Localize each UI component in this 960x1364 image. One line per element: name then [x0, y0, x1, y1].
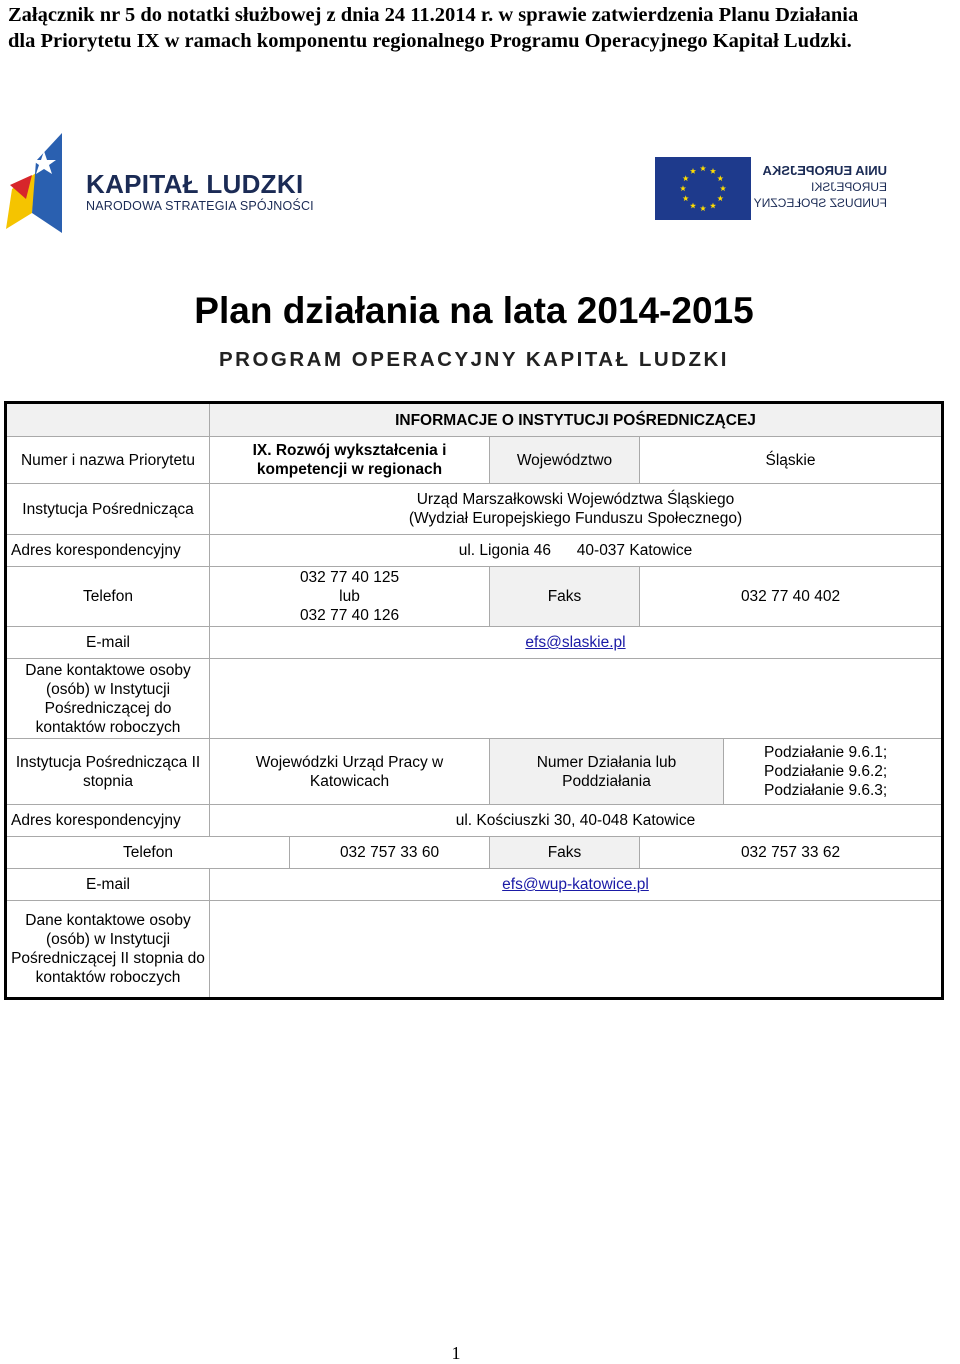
eu-star-icon: [690, 168, 696, 174]
ip2-value: Wojewódzki Urząd Pracy w Katowicach: [210, 739, 490, 805]
section-header: INFORMACJE O INSTYTUCJI POŚREDNICZĄCEJ: [210, 403, 943, 437]
ip-value-line-2: (Wydział Europejskiego Funduszu Społecznego): [408, 510, 743, 527]
eu-logo-line-3: FUNDUSZ SPOŁECZNY: [753, 196, 887, 210]
page-number: 1: [451, 1343, 461, 1363]
ip-value: [210, 484, 943, 535]
kapital-ludzki-star-icon: [6, 133, 76, 239]
page-subtitle: PROGRAM OPERACYJNY KAPITAŁ LUDZKI: [219, 348, 729, 371]
ip-label: Instytucja Pośrednicząca: [6, 484, 210, 535]
kapital-ludzki-logo: [6, 133, 314, 239]
priority-value: IX. Rozwój wykształcenia i kompetencji w regionach: [210, 437, 490, 484]
contacts-label: Dane kontaktowe osoby (osób) w Instytucji Pośredniczącej do kontaktów roboczych: [6, 659, 210, 739]
address2-label: Adres korespondencyjny: [6, 805, 210, 837]
email-link[interactable]: efs@slaskie.pl: [525, 634, 626, 651]
voivodeship-value: Śląskie: [640, 437, 943, 484]
institution-info-table: [4, 401, 944, 1000]
page-title: Plan działania na lata 2014-2015: [194, 290, 754, 331]
eu-star-icon: [680, 185, 686, 191]
eu-star-icon: [700, 205, 706, 211]
ip-value-line-1: Urząd Marszałkowski Województwa Śląskiego: [416, 491, 735, 508]
phone-label: Telefon: [6, 567, 210, 627]
eu-logo-line-1: UNIA EUROPEJSKA: [762, 163, 887, 178]
contacts2-label: Dane kontaktowe osoby (osób) w Instytucji Pośredniczącej II stopnia do kontaktów roboczych: [6, 901, 210, 999]
email2-label: E-mail: [6, 869, 210, 901]
eu-logo-text: [754, 163, 887, 211]
eu-star-icon: [717, 175, 723, 181]
eu-logo-line-2: EUROPEJSKI: [810, 180, 887, 194]
fax2-label: Faks: [490, 837, 640, 869]
address-label: Adres korespondencyjny: [6, 535, 210, 567]
eu-flag-icon: [655, 157, 751, 220]
measure-value-line-1: Podziałanie 9.6.1;: [764, 744, 888, 761]
address2-value: ul. Kościuszki 30, 40-048 Katowice: [210, 805, 943, 837]
eu-logo: [655, 157, 955, 223]
phone2-value: 032 757 33 60: [290, 837, 490, 869]
eu-star-icon: [690, 203, 696, 209]
eu-star-icon: [710, 168, 716, 174]
phone-value: [210, 567, 490, 627]
ip2-label: Instytucja Pośrednicząca II stopnia: [6, 739, 210, 805]
voivodeship-label: Województwo: [490, 437, 640, 484]
phone-value-line-3: 032 77 40 126: [299, 607, 400, 624]
measure-value-line-2: Podziałanie 9.6.2;: [764, 763, 888, 780]
kapital-ludzki-subtitle: NARODOWA STRATEGIA SPÓJNOŚCI: [86, 199, 314, 213]
eu-star-icon: [700, 165, 706, 171]
eu-star-icon: [710, 203, 716, 209]
eu-star-icon: [683, 195, 689, 201]
eu-star-icon: [717, 195, 723, 201]
header-note-line-1: Załącznik nr 5 do notatki służbowej z dnia 24 11.2014 r. w sprawie zatwierdzenia Planu Działania: [8, 4, 859, 26]
address-value: ul. Ligonia 46 40-037 Katowice: [210, 535, 943, 567]
phone2-label: Telefon: [6, 837, 290, 869]
phone-value-line-1: 032 77 40 125: [299, 569, 400, 586]
fax-label: Faks: [490, 567, 640, 627]
measure-value: [724, 739, 943, 805]
fax2-value: 032 757 33 62: [640, 837, 943, 869]
email-label: E-mail: [6, 627, 210, 659]
priority-label: Numer i nazwa Priorytetu: [6, 437, 210, 484]
measure-label: Numer Działania lub Poddziałania: [490, 739, 724, 805]
eu-star-icon: [683, 175, 689, 181]
kapital-ludzki-title: KAPITAŁ LUDZKI: [86, 169, 304, 199]
fax-value: 032 77 40 402: [640, 567, 943, 627]
contacts2-value: [210, 901, 943, 999]
email2-link[interactable]: efs@wup-katowice.pl: [502, 876, 649, 893]
measure-value-line-3: Podziałanie 9.6.3;: [764, 782, 888, 799]
header-note: [8, 2, 956, 54]
header-note-line-2: dla Priorytetu IX w ramach komponentu regionalnego Programu Operacyjnego Kapitał Ludzki.: [8, 30, 852, 52]
eu-star-icon: [720, 185, 726, 191]
contacts-value: [210, 659, 943, 739]
phone-value-line-2: lub: [339, 588, 360, 605]
